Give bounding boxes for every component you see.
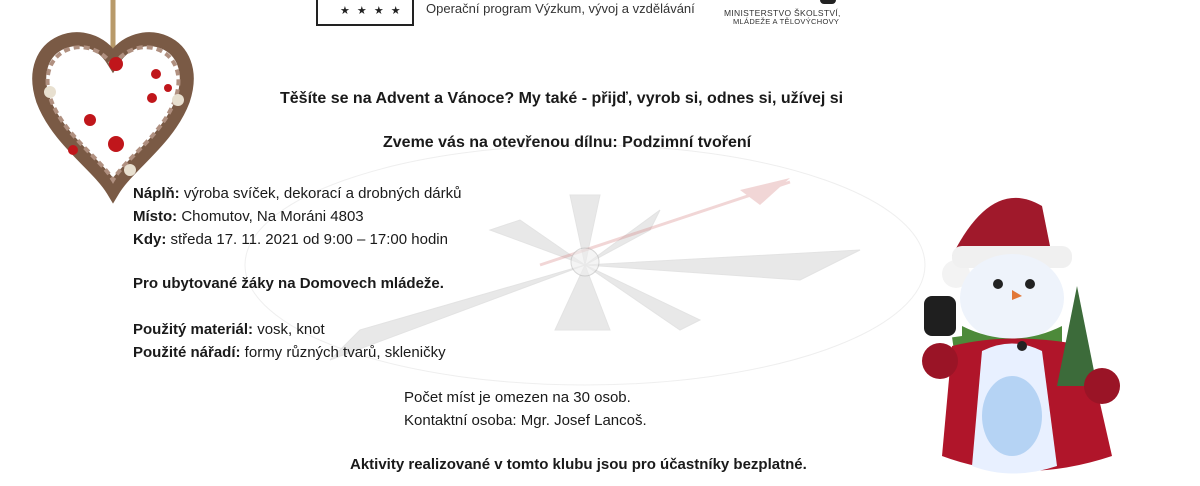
ministry-name-line2: MLÁDEŽE A TĚLOVÝCHOVY (733, 17, 840, 26)
detail-naradi (133, 341, 446, 364)
headline: Těšíte se na Advent a Vánoce? My také - přijď, vyrob si, odnes si, užívej si (280, 90, 844, 107)
capacity-block (404, 386, 647, 432)
detail-napln-value: výroba svíček, dekorací a drobných dárků (179, 185, 462, 202)
ministry-name-line1: MINISTERSTVO ŠKOLSTVÍ, (724, 8, 841, 18)
detail-naradi-label: Použité nářadí: (133, 344, 241, 361)
detail-misto (133, 205, 364, 228)
detail-napln (133, 182, 461, 205)
eu-stars-icon: ★ ★ ★ ★ (340, 5, 403, 17)
snowman-icon (912, 186, 1142, 486)
footer-note: Aktivity realizované v tomto klubu jsou pro účastníky bezplatné. (350, 456, 807, 473)
capacity-line: Počet míst je omezen na 30 osob. (404, 389, 631, 406)
detail-material-value: vosk, knot (253, 321, 325, 338)
detail-material-label: Použitý materiál: (133, 321, 254, 338)
detail-kdy-value: středa 17. 11. 2021 od 9:00 – 17:00 hodin (166, 231, 448, 248)
audience-note (133, 272, 444, 295)
detail-naradi-value: formy různých tvarů, skleničky (240, 344, 446, 361)
detail-misto-value: Chomutov, Na Moráni 4803 (177, 208, 364, 225)
subheadline: Zveme vás na otevřenou dílnu: Podzimní tvoření (383, 134, 752, 151)
detail-misto-label: Místo: (133, 208, 178, 225)
detail-napln-label: Náplň: (133, 185, 180, 202)
detail-material (133, 318, 325, 341)
audience-text: Pro ubytované žáky na Domovech mládeže. (133, 275, 444, 292)
detail-kdy-label: Kdy: (133, 231, 167, 248)
detail-kdy (133, 228, 448, 251)
op-program-label: Operační program Výzkum, vývoj a vzdělávání (426, 1, 695, 16)
heart-wreath-icon (18, 0, 208, 200)
contact-line: Kontaktní osoba: Mgr. Josef Lancoš. (404, 412, 647, 429)
